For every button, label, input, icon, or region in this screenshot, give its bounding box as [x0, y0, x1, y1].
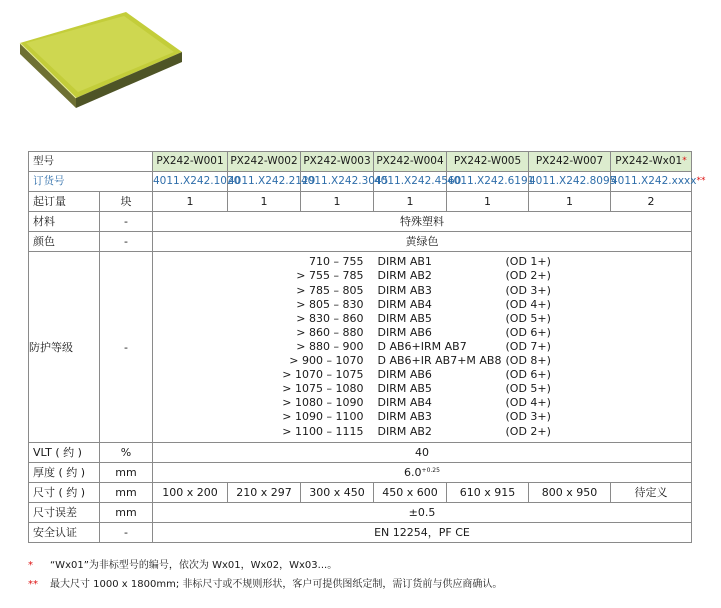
moq-row	[29, 192, 692, 212]
label-protection: 防护等级	[29, 252, 100, 443]
moq-cell: 1	[374, 192, 447, 212]
model-cell: PX242-W005	[447, 152, 529, 172]
protection-class: DIRM AB3	[377, 410, 432, 424]
footnote	[28, 556, 502, 575]
order-cell: 4011.X242.6191	[447, 172, 529, 192]
wavelength-range: > 830 – 860	[296, 311, 364, 325]
thickness-tolerance: +0.25	[421, 467, 440, 474]
protection-level-row	[279, 425, 566, 439]
wavelength-range: > 1070 – 1075	[282, 368, 364, 382]
label-material: 材料	[29, 212, 100, 232]
model-cell: PX242-W002	[228, 152, 301, 172]
color-row	[29, 232, 692, 252]
tolerance-row	[29, 503, 692, 523]
unit-moq: 块	[100, 192, 153, 212]
laser-filter-plate-image	[20, 10, 200, 110]
wavelength-range: > 1075 – 1080	[282, 382, 364, 396]
cert-row	[29, 523, 692, 543]
wavelength-range: > 880 – 900	[296, 339, 364, 353]
moq-cell: 1	[301, 192, 374, 212]
protection-class: DIRM AB1	[377, 255, 432, 269]
moq-cell: 2	[611, 192, 692, 212]
wavelength-range: > 900 – 1070	[289, 354, 364, 368]
order-row	[29, 172, 692, 192]
optical-density: (OD 1+)	[505, 255, 551, 269]
optical-density: (OD 3+)	[505, 410, 551, 424]
protection-list	[279, 255, 566, 438]
footnote-text: “Wx01”为非标型号的编号，依次为 Wx01，Wx02，Wx03...。	[50, 560, 338, 571]
protection-level-row	[279, 382, 566, 396]
optical-density: (OD 5+)	[505, 382, 551, 396]
optical-density: (OD 4+)	[505, 297, 551, 311]
model-cell: PX242-W003	[301, 152, 374, 172]
material-value: 特殊塑料	[153, 212, 692, 232]
thickness-value: 6.0	[404, 466, 422, 479]
wavelength-range: > 755 – 785	[296, 269, 364, 283]
order-custom-text: 4011.X242.xxxx	[611, 175, 697, 187]
thickness-value-cell	[153, 463, 692, 483]
protection-level-row	[279, 354, 566, 368]
unit-cert: -	[100, 523, 153, 543]
optical-density: (OD 6+)	[505, 368, 551, 382]
moq-cell: 1	[228, 192, 301, 212]
protection-row	[29, 252, 692, 443]
label-size: 尺寸 ( 约 )	[29, 483, 100, 503]
color-value: 黄绿色	[153, 232, 692, 252]
unit-tolerance: mm	[100, 503, 153, 523]
unit-color: -	[100, 232, 153, 252]
footnote-mark: *	[28, 560, 33, 571]
label-color: 颜色	[29, 232, 100, 252]
unit-protection: -	[100, 252, 153, 443]
model-cell: PX242-W001	[153, 152, 228, 172]
protection-class: DIRM AB5	[377, 382, 432, 396]
protection-class: DIRM AB6	[377, 368, 432, 382]
optical-density: (OD 2+)	[505, 424, 551, 438]
unit-material: -	[100, 212, 153, 232]
protection-level-row	[279, 284, 566, 298]
protection-level-row	[279, 396, 566, 410]
wavelength-range: > 1080 – 1090	[282, 396, 364, 410]
label-cert: 安全认证	[29, 523, 100, 543]
footnote-mark: **	[28, 579, 38, 590]
model-footnote-mark: *	[682, 156, 687, 166]
spec-table	[28, 151, 706, 543]
protection-class: D AB6+IR AB7+M AB8	[377, 354, 502, 368]
footnote	[28, 575, 502, 594]
label-order: 订货号	[29, 172, 153, 192]
model-cell: PX242-W004	[374, 152, 447, 172]
wavelength-range: > 785 – 805	[296, 283, 364, 297]
order-cell: 4011.X242.2129	[228, 172, 301, 192]
protection-level-row	[279, 312, 566, 326]
material-row	[29, 212, 692, 232]
size-cell: 800 x 950	[529, 483, 611, 503]
moq-cell: 1	[529, 192, 611, 212]
protection-level-row	[279, 326, 566, 340]
label-tolerance: 尺寸误差	[29, 503, 100, 523]
order-cell: 4011.X242.8095	[529, 172, 611, 192]
size-row	[29, 483, 692, 503]
model-cell-custom	[611, 152, 692, 172]
thickness-row	[29, 463, 692, 483]
moq-cell: 1	[447, 192, 529, 212]
protection-level-row	[279, 255, 566, 269]
unit-vlt: %	[100, 443, 153, 463]
order-footnote-mark: **	[696, 176, 706, 186]
optical-density: (OD 5+)	[505, 311, 551, 325]
order-cell: 4011.X242.1020	[153, 172, 228, 192]
tolerance-value: ±0.5	[153, 503, 692, 523]
model-custom-text: PX242-Wx01	[615, 155, 683, 167]
optical-density: (OD 8+)	[505, 354, 551, 368]
protection-level-row	[279, 410, 566, 424]
optical-density: (OD 6+)	[505, 325, 551, 339]
protection-class: DIRM AB2	[377, 424, 432, 438]
label-thickness: 厚度 ( 约 )	[29, 463, 100, 483]
optical-density: (OD 3+)	[505, 283, 551, 297]
order-cell: 4011.X242.4560	[374, 172, 447, 192]
protection-class: DIRM AB5	[377, 311, 432, 325]
size-cell: 待定义	[611, 483, 692, 503]
order-cell: 4011.X242.3045	[301, 172, 374, 192]
wavelength-range: > 860 – 880	[296, 325, 364, 339]
vlt-value: 40	[153, 443, 692, 463]
protection-class: DIRM AB6	[377, 325, 432, 339]
model-row	[29, 152, 692, 172]
size-cell: 450 x 600	[374, 483, 447, 503]
optical-density: (OD 2+)	[505, 269, 551, 283]
vlt-row	[29, 443, 692, 463]
protection-class: D AB6+IRM AB7	[377, 339, 467, 353]
size-cell: 300 x 450	[301, 483, 374, 503]
label-vlt: VLT ( 约 )	[29, 443, 100, 463]
cert-value: EN 12254，PF CE	[153, 523, 692, 543]
protection-level-row	[279, 269, 566, 283]
unit-thickness: mm	[100, 463, 153, 483]
model-cell: PX242-W007	[529, 152, 611, 172]
moq-cell: 1	[153, 192, 228, 212]
protection-class: DIRM AB4	[377, 297, 432, 311]
optical-density: (OD 7+)	[505, 339, 551, 353]
protection-class: DIRM AB3	[377, 283, 432, 297]
protection-level-row	[279, 368, 566, 382]
protection-level-row	[279, 298, 566, 312]
protection-levels	[153, 252, 692, 443]
wavelength-range: > 805 – 830	[296, 297, 364, 311]
protection-level-row	[279, 340, 566, 354]
protection-class: DIRM AB2	[377, 269, 432, 283]
wavelength-range: > 1100 – 1115	[282, 424, 364, 438]
size-cell: 100 x 200	[153, 483, 228, 503]
wavelength-range: > 1090 – 1100	[282, 410, 364, 424]
label-moq: 起订量	[29, 192, 100, 212]
footnote-text: 最大尺寸 1000 x 1800mm; 非标尺寸或不规则形状，客户可提供图纸定制，需订货前与供应商确认。	[50, 579, 503, 590]
optical-density: (OD 4+)	[505, 396, 551, 410]
size-cell: 610 x 915	[447, 483, 529, 503]
footnotes	[28, 556, 502, 594]
order-cell-custom	[611, 172, 706, 192]
protection-class: DIRM AB4	[377, 396, 432, 410]
size-cell: 210 x 297	[228, 483, 301, 503]
wavelength-range: 710 – 755	[309, 255, 364, 269]
unit-size: mm	[100, 483, 153, 503]
label-model: 型号	[29, 152, 153, 172]
